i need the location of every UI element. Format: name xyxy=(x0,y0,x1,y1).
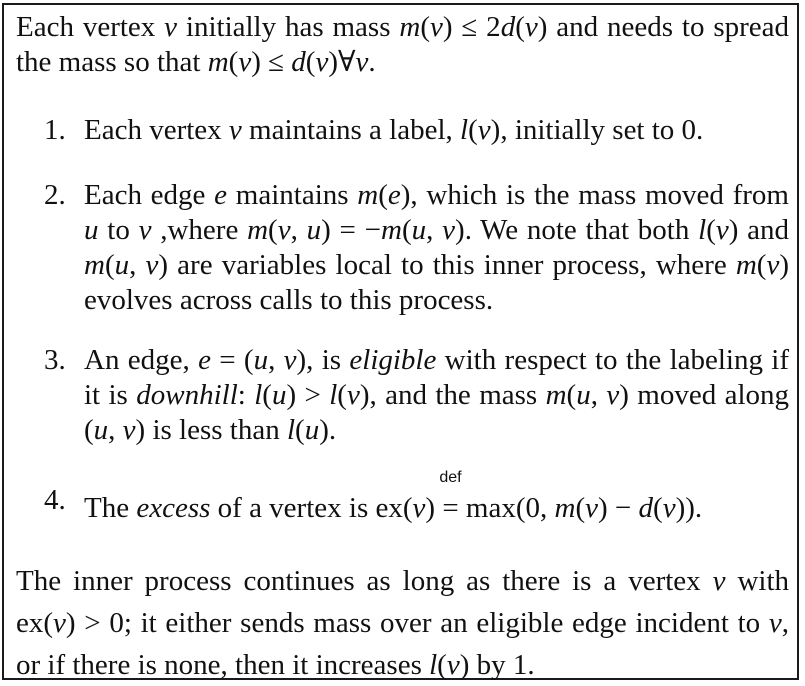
outro-paragraph: The inner process continues as long as there is a vertex v with ex(v) > 0; it either sends mass over an eligible edge incident to v, or if there is none, then it increases l(v) by 1. xyxy=(16,565,789,681)
step-text: Each edge e maintains m(e), which is the mass moved from u to v ,where m(v, u) = −m(u, v). We note that both l(v) and m(u, v) are variables local to this inner process, where m(v) evolves across calls to this process. xyxy=(84,179,790,316)
step-number: 3. xyxy=(44,344,66,376)
intro-paragraph: Each vertex v initially has mass m(v) ≤ 2d(v) and needs to spread the mass so that m(v) ≤ d(v)∀v. xyxy=(16,11,789,78)
def-equals: def = xyxy=(439,469,462,524)
step-text: The excess of a vertex is ex(v) def = max(0, m(v) − d(v)). xyxy=(84,469,703,524)
step-number: 4. xyxy=(44,484,66,516)
step-number: 1. xyxy=(44,114,66,146)
algorithm-box xyxy=(2,3,799,680)
step-text: Each vertex v maintains a label, l(v), initially set to 0. xyxy=(84,114,704,146)
step-text: An edge, e = (u, v), is eligible with respect to the labeling if it is downhill: l(u) > l(v), and the mass m(u, v) moved along (u, v) is less than l(u). xyxy=(84,344,790,446)
step-number: 2. xyxy=(44,179,66,211)
